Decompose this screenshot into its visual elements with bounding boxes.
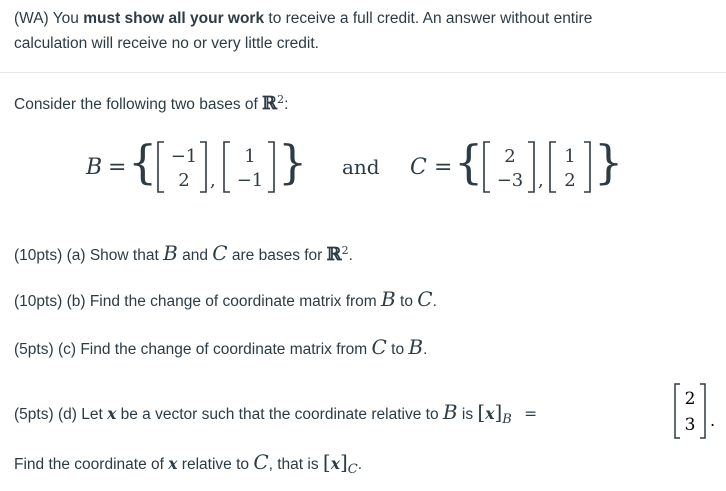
basis-C-v1-entry-1: 2 [504,146,516,167]
basis-B-v2-entry-1: 1 [244,146,256,167]
part-c: (5pts) (c) Find the change of coordinate matrix from C to B. [14,335,428,359]
svg-text:.: . [710,411,716,430]
bases-definition [80,128,680,204]
divider [0,72,726,73]
basis-B-vector-2 [224,142,274,192]
part-a: (10pts) (a) Show that B and C are bases for ℝ$^2$. [14,241,353,266]
basis-B-close-brace: } [278,135,308,189]
basis-C-v1-entry-2: −3 [496,170,524,191]
basis-B-v1-entry-2: 2 [178,170,190,191]
final-question: Find the coordinate of x relative to C, that is $[x]_C$. [14,450,363,478]
basis-C-label: C [410,155,427,180]
svg-text:,: , [538,170,544,191]
basis-B-vector-1 [158,142,206,192]
basis-B-v1-entry-1: −1 [170,146,198,167]
basis-C-v2-entry-2: 2 [564,170,576,191]
basis-B-equals: = [108,155,127,180]
part-b: (10pts) (b) Find the change of coordinate matrix from B to C. [14,287,437,311]
part-d-vector-entry-1: 2 [684,389,696,409]
basis-C-equals: = [434,155,453,180]
basis-C-close-brace: } [594,135,624,189]
svg-text:,: , [210,170,216,191]
part-d: (5pts) (d) Let x be a vector such that the coordinate relative to B is $[x]_B$ = [14,400,538,428]
basis-B-open-brace: { [128,135,158,189]
intro-text: Consider the following two bases of ℝ$^2$: [14,93,289,115]
instructions-emphasis: must show all your work [83,10,265,27]
basis-C-open-brace: { [454,135,484,189]
part-d-vector [670,380,722,442]
basis-B-v2-entry-2: −1 [236,170,264,191]
basis-B-label: B [86,155,103,180]
basis-C-vector-1 [484,142,534,192]
instructions-line-1: (WA) You must show all your work to receive a full credit. An answer without entire [14,10,593,27]
basis-C-vector-2 [550,142,590,192]
part-d-vector-entry-2: 3 [684,415,696,435]
and-connector: and [342,155,380,179]
basis-C-v2-entry-1: 1 [564,146,576,167]
instructions-line-2: calculation will receive no or very little credit. [14,35,319,52]
